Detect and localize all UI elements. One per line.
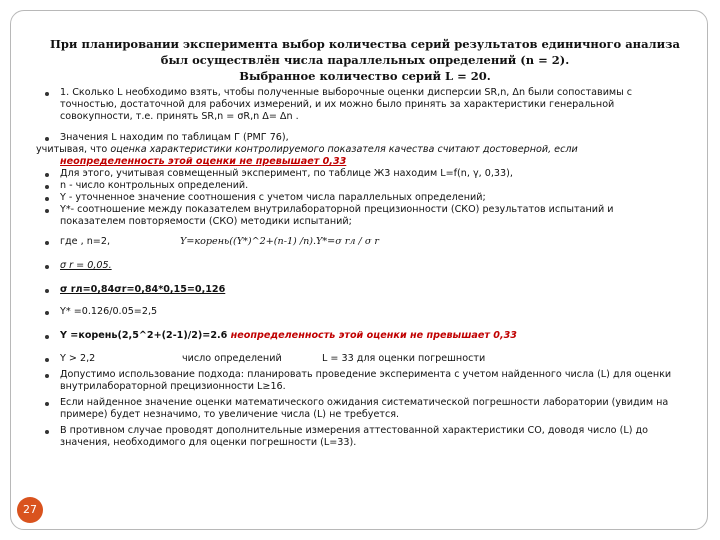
bullet-sample-size-text: 1. Сколько L необходимо взять, чтобы полученные выборочные оценки дисперсии SR,n, Δn были сопоставимы с точностью, достаточной для рабочих измерений, и их можно было принять за характеристики генеральной совокупности, т.е. принять SR,n = σR,n Δ= Δn . [60, 87, 633, 122]
page-number-badge: 27 [17, 497, 43, 523]
bullet-table-zh3-text: Для этого, учитывая совмещенный эксперимент, по таблице Ж3 находим L=f(n, γ, 0,33), [60, 168, 513, 179]
bullet-tables-text: Значения L находим по таблицам Г (РМГ 76), [60, 132, 289, 143]
slide-title [40, 36, 690, 84]
bullet-n-text: n - число контрольных определений. [60, 180, 249, 191]
y-compare: Y > 2,2 [60, 353, 96, 364]
formula-y: Y=корень((Y*)^2+(n-1) /n).Y*=σ rл / σ r [180, 236, 380, 247]
bullet-sample-size [40, 87, 680, 123]
bullet-n-definition [40, 180, 680, 192]
bullet-ystar-text: Y*- соотношение между показателем внутрилабораторной прецизионности (СКО) результатов испытаний и показателем повторяемости (СКО) методики испытаний; [60, 204, 614, 227]
bullet-ystar-definition [40, 204, 680, 228]
title-line-1: При планировании эксперимента выбор количества серий результатов единичного анализа [50, 37, 680, 51]
formula-n: где , n=2, [60, 236, 110, 247]
ystar-value: Y* =0.126/0.05=2,5 [60, 306, 158, 317]
bullet-systematic-error [40, 397, 680, 421]
y-red-note: неопределенность этой оценки не превышает 0,33 [230, 330, 517, 341]
bullet-tables [40, 132, 680, 144]
bullet-approach [40, 369, 680, 393]
bullet-approach-text: Допустимо использование подхода: планировать проведение эксперимента с учетом найденного числа (L) для оценки внутрилабораторной прецизионности L≥16. [60, 369, 672, 392]
tables-cont-italic: оценка характеристики контролируемого показателя качества считают достоверной, если [110, 144, 578, 155]
title-line-2: был осуществлён числа параллельных определений (n = 2). [160, 53, 570, 67]
bullet-sigma-rl [40, 284, 680, 296]
l-value-note: L = 33 для оценки погрешности [322, 353, 486, 364]
tables-red-note [60, 156, 700, 168]
y-value: Y =корень(2,5^2+(2-1)/2)=2.6 [60, 330, 231, 341]
bullet-table-zh3 [40, 168, 680, 180]
tables-continuation [36, 144, 676, 156]
bullet-y-compare [40, 353, 680, 365]
num-definitions-label: число определений [182, 353, 282, 364]
bullet-otherwise-text: В противном случае проводят дополнительные измерения аттестованной характеристики СО, доводя число (L) до значения, необходимого для оценки погрешности (L=33). [60, 425, 648, 448]
bullet-y-value [40, 330, 680, 342]
sigma-rl-value: σ rл=0,84σr=0,84*0,15=0,126 [60, 284, 226, 295]
bullet-systematic-text: Если найденное значение оценки математического ожидания систематической погрешности лаборатории (увидим на примере) будет незначимо, то увеличение числа (L) не требуется. [60, 397, 669, 420]
bullet-y-text: Y - уточненное значение соотношения с учетом числа параллельных определений; [60, 192, 486, 203]
bullet-ystar-value [40, 306, 680, 318]
bullet-sigma-r [40, 260, 680, 272]
title-line-3: Выбранное количество серий L = 20. [239, 69, 491, 83]
bullet-y-definition [40, 192, 680, 204]
red-note-uncertainty: неопределенность этой оценки не превышает 0,33 [60, 156, 347, 167]
tables-cont-plain: учитывая, что [36, 144, 111, 155]
bullet-formula [40, 236, 680, 248]
bullet-otherwise [40, 425, 680, 449]
sigma-r-value: σ r = 0,05. [60, 260, 112, 271]
